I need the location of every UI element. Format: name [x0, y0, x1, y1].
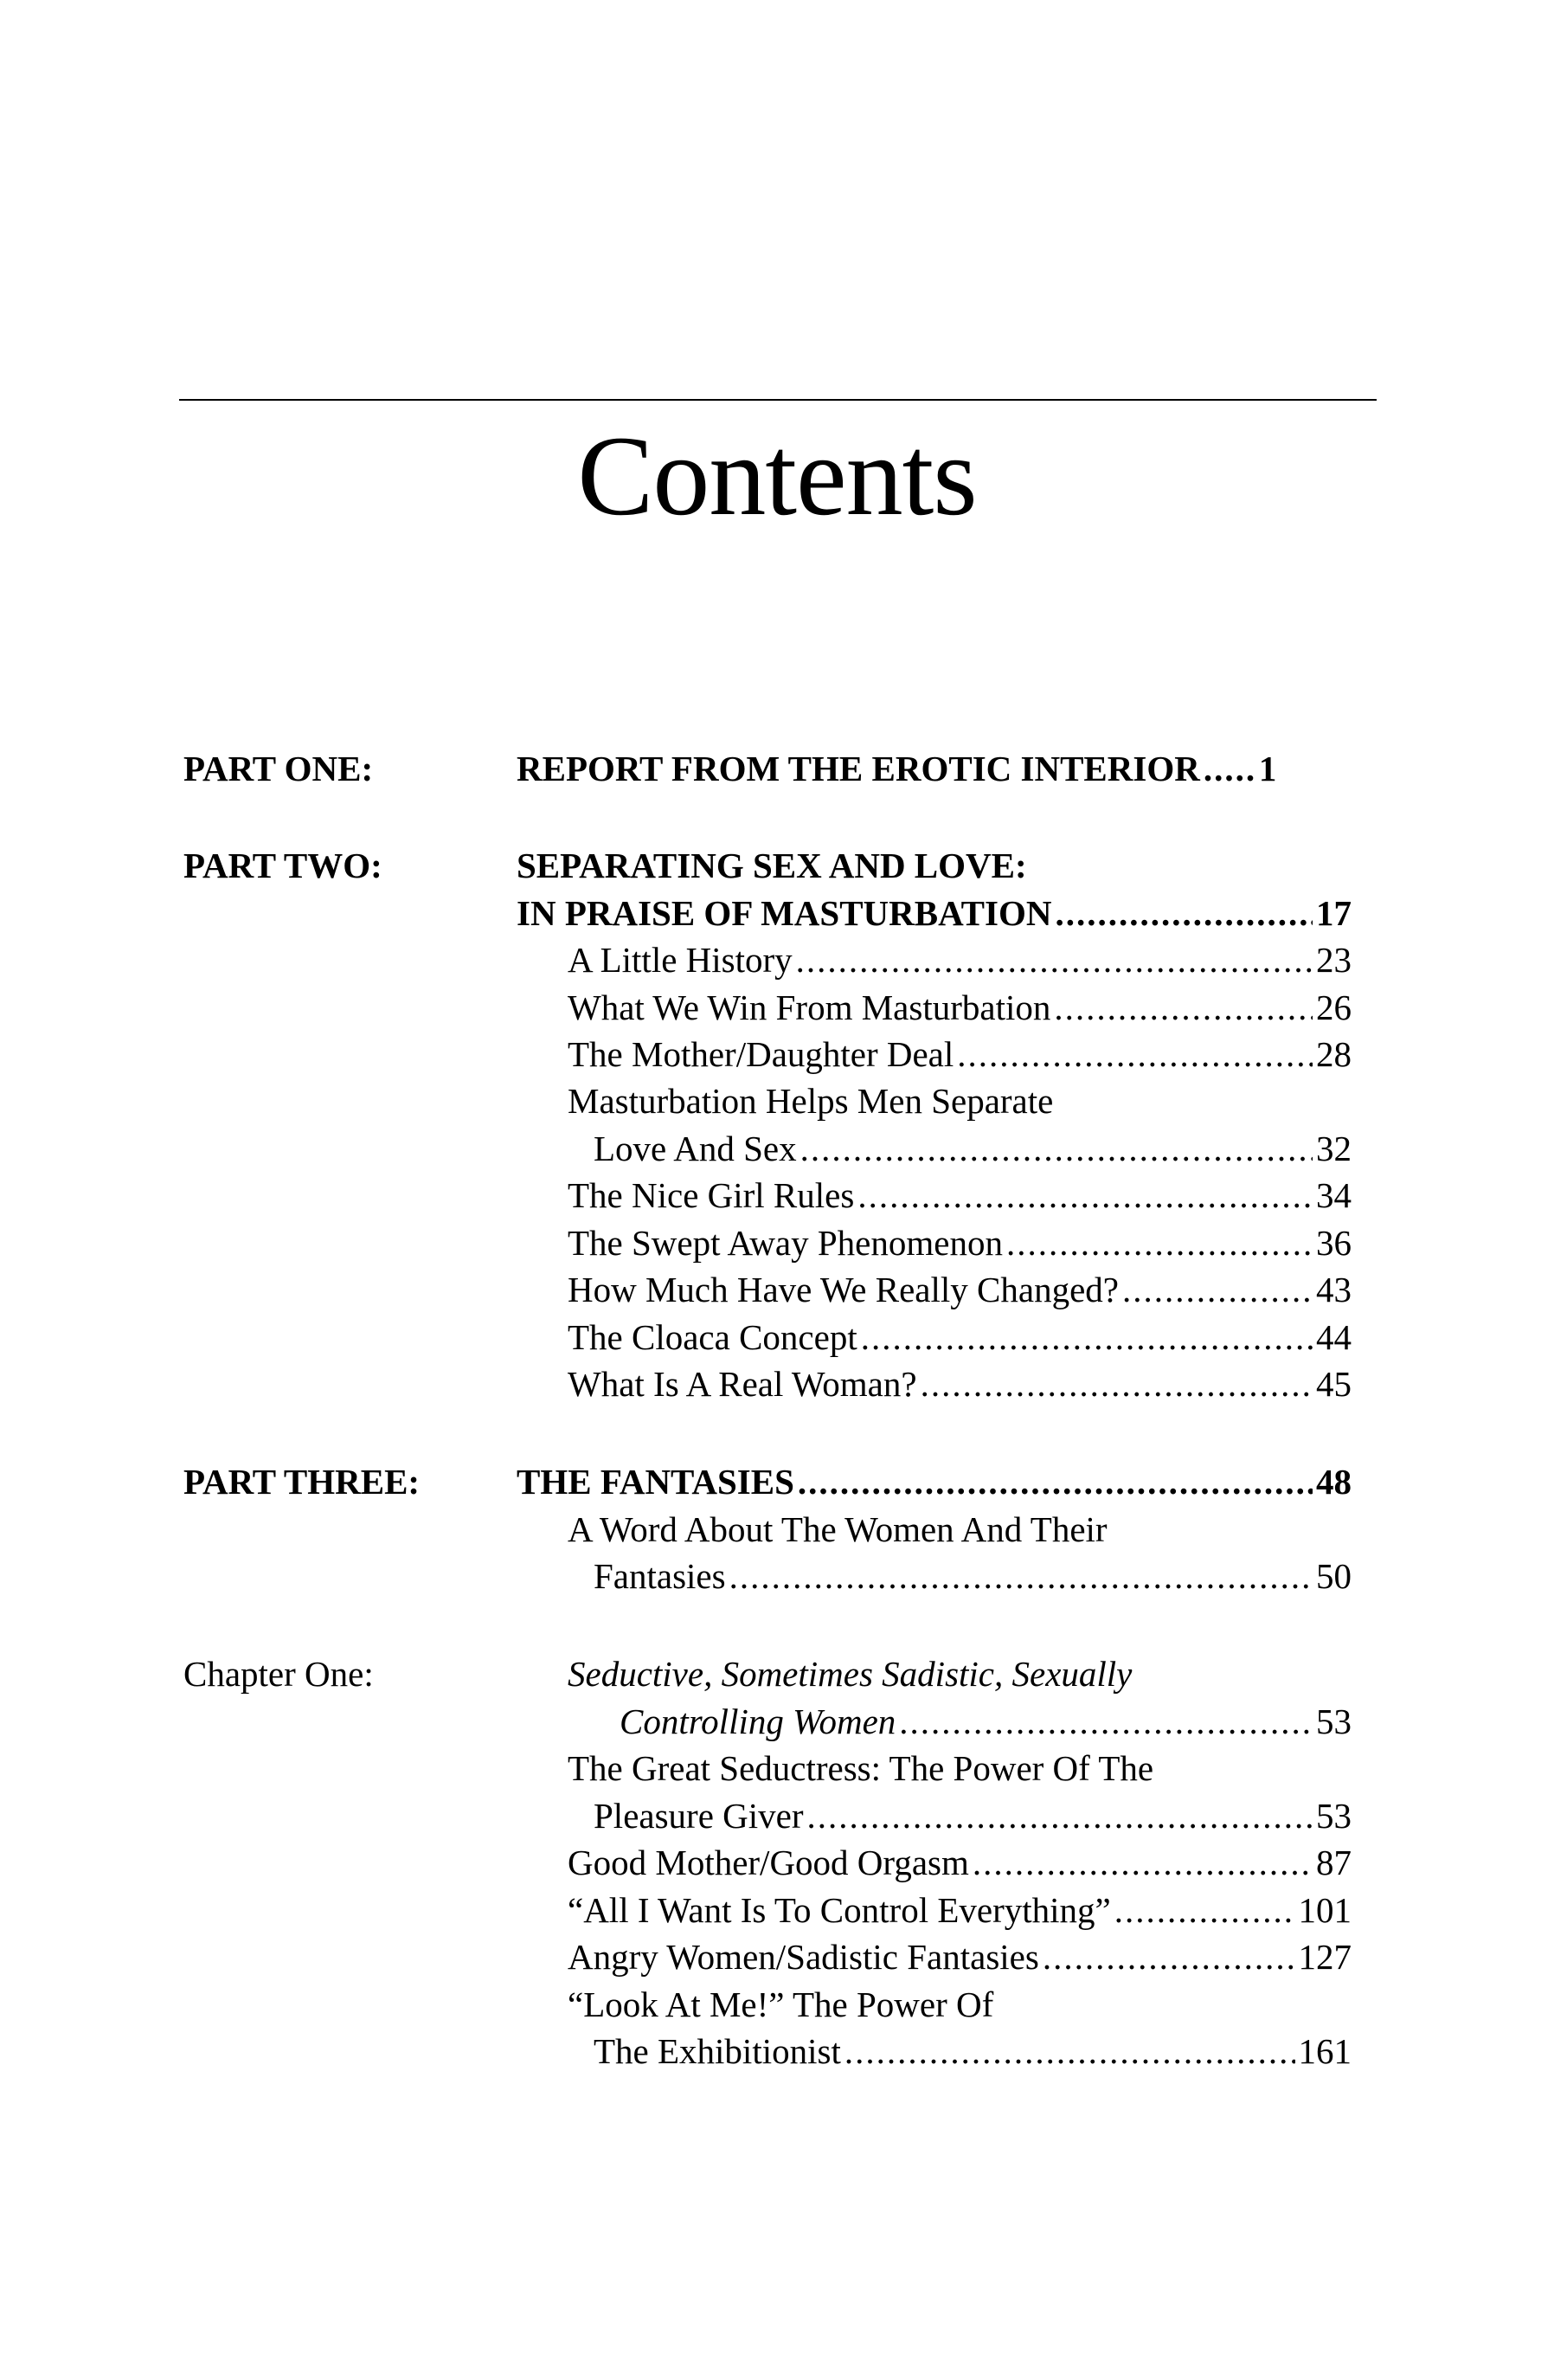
part-two-heading-line1: SEPARATING SEX AND LOVE:: [517, 846, 1027, 885]
toc-part-two[interactable]: [517, 890, 1352, 936]
toc-title: Angry Women/Sadistic Fantasies: [568, 1937, 1039, 1977]
toc-entry[interactable]: [568, 1887, 1352, 1933]
toc-title: The Mother/Daughter Deal: [568, 1034, 954, 1074]
top-rule: [179, 399, 1377, 401]
toc-page: 43: [1316, 1270, 1352, 1309]
toc-entry-line1: Masturbation Helps Men Separate: [568, 1081, 1054, 1121]
dot-leader: [1043, 1933, 1295, 1980]
dot-leader: [861, 1314, 1313, 1360]
toc-title: How Much Have We Really Changed?: [568, 1270, 1119, 1309]
toc-title: Fantasies: [594, 1556, 726, 1596]
toc-page: 87: [1316, 1843, 1352, 1882]
toc-title: REPORT FROM THE EROTIC INTERIOR: [517, 749, 1200, 788]
toc-entry[interactable]: [568, 984, 1352, 1031]
dot-leader: [973, 1839, 1313, 1886]
toc-title: The Nice Girl Rules: [568, 1175, 855, 1215]
toc-page: 26: [1316, 987, 1352, 1027]
toc-entry[interactable]: [568, 1266, 1352, 1313]
toc-title: What Is A Real Woman?: [568, 1364, 917, 1404]
toc-title: Pleasure Giver: [594, 1796, 804, 1836]
toc-page: 53: [1316, 1701, 1352, 1741]
toc-page: 50: [1316, 1556, 1352, 1596]
toc-page: 36: [1316, 1223, 1352, 1263]
toc-title: The Exhibitionist: [594, 2031, 841, 2071]
toc-title: Good Mother/Good Orgasm: [568, 1843, 969, 1882]
dot-leader: [798, 1458, 1313, 1505]
toc-entry[interactable]: [594, 1792, 1352, 1839]
part-two-label: PART TWO:: [183, 846, 382, 885]
toc-entry[interactable]: [568, 1933, 1352, 1980]
dot-leader: [729, 1553, 1313, 1599]
toc-chapter-one[interactable]: [620, 1698, 1352, 1745]
chapter-one-label: Chapter One:: [183, 1654, 374, 1694]
dot-leader: [957, 1031, 1313, 1077]
toc-title: IN PRAISE OF MASTURBATION: [517, 893, 1052, 933]
toc-page: 101: [1298, 1890, 1352, 1930]
toc-page: 127: [1298, 1937, 1352, 1977]
toc-page: 34: [1316, 1175, 1352, 1215]
toc-title: What We Win From Masturbation: [568, 987, 1051, 1027]
dot-leader: [796, 936, 1313, 983]
toc-entry[interactable]: [568, 1031, 1352, 1077]
dot-leader: [1114, 1887, 1295, 1933]
toc-entry[interactable]: [594, 2028, 1352, 2074]
toc-entry[interactable]: [568, 936, 1352, 983]
toc-entry[interactable]: [568, 1839, 1352, 1886]
toc-page: 53: [1316, 1796, 1352, 1836]
dot-leader: [1006, 1219, 1313, 1266]
toc-page: 28: [1316, 1034, 1352, 1074]
dot-leader: [800, 1125, 1313, 1172]
toc-page: 48: [1316, 1462, 1352, 1502]
toc-entry[interactable]: [568, 1219, 1352, 1266]
part-three-label: PART THREE:: [183, 1462, 421, 1502]
toc-entry[interactable]: [594, 1553, 1352, 1599]
dot-leader: [1055, 890, 1313, 936]
dot-leader: [921, 1360, 1313, 1407]
dot-leader: [807, 1792, 1313, 1839]
toc-page: 32: [1316, 1129, 1352, 1168]
toc-entry[interactable]: [568, 1360, 1352, 1407]
page-title: Contents: [577, 412, 977, 539]
toc-entry-line1: “Look At Me!” The Power Of: [568, 1984, 994, 2024]
toc-title: “All I Want Is To Control Everything”: [568, 1890, 1111, 1930]
toc-entry-line1: The Great Seductress: The Power Of The: [568, 1748, 1154, 1788]
toc-entry-line1: A Word About The Women And Their: [568, 1509, 1108, 1549]
toc-part-one[interactable]: [517, 745, 1352, 792]
toc-page: 17: [1316, 893, 1352, 933]
toc-entry[interactable]: [568, 1172, 1352, 1219]
dot-leader: [844, 2028, 1295, 2074]
toc-page: 1: [1258, 749, 1277, 788]
toc-page: 161: [1298, 2031, 1352, 2071]
toc-title: The Cloaca Concept: [568, 1317, 857, 1357]
dot-leader: [899, 1698, 1313, 1745]
toc-part-three[interactable]: [517, 1458, 1352, 1505]
toc-title: A Little History: [568, 940, 793, 980]
dot-leader: [1122, 1266, 1313, 1313]
toc-page: 44: [1316, 1317, 1352, 1357]
dot-leader: [1204, 745, 1255, 792]
toc-title: Controlling Women: [620, 1701, 896, 1741]
toc-title: THE FANTASIES: [517, 1462, 794, 1502]
toc-title: Love And Sex: [594, 1129, 797, 1168]
toc-title: The Swept Away Phenomenon: [568, 1223, 1003, 1263]
chapter-one-heading-line1: Seductive, Sometimes Sadistic, Sexually: [568, 1654, 1133, 1694]
part-one-label: PART ONE:: [183, 749, 374, 788]
toc-entry[interactable]: [568, 1314, 1352, 1360]
dot-leader: [857, 1172, 1313, 1219]
toc-page: 45: [1316, 1364, 1352, 1404]
toc-entry[interactable]: [594, 1125, 1352, 1172]
toc-page: 23: [1316, 940, 1352, 980]
dot-leader: [1054, 984, 1313, 1031]
